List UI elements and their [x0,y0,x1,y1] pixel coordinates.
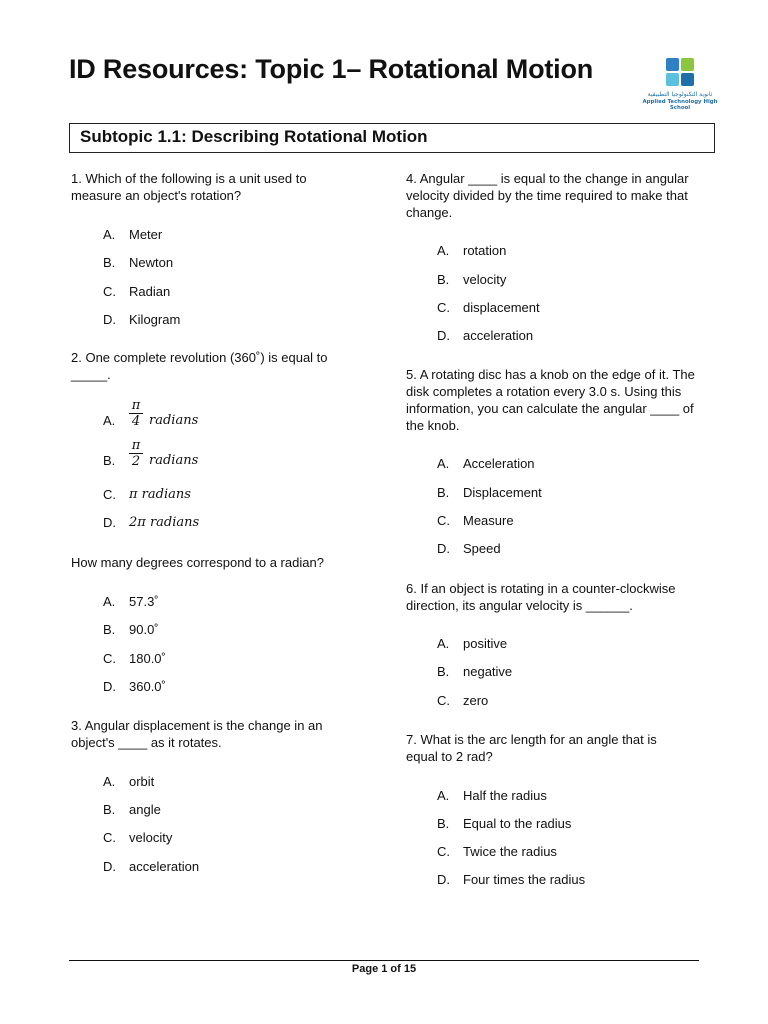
fraction [129,438,143,469]
question-7: 7. What is the arc length for an angle that is equal to 2 rad? [406,732,657,764]
fraction-denominator: 2 [131,454,141,469]
option-letter: D. [103,312,116,327]
option-text: rotation [463,243,507,258]
page-number: Page 1 of 15 [351,963,417,975]
logo-blocks-icon [666,58,696,88]
option-text: 57.3˚ [129,594,159,609]
option-text: radians [149,453,199,468]
option-text: Newton [129,255,174,270]
option-letter: D. [437,541,450,556]
question-4: 4. Angular ____ is equal to the change in angular velocity divided by the time required to make that change. [406,171,689,220]
option-text: acceleration [129,859,200,874]
option-text: velocity [129,830,173,845]
option-letter: C. [437,844,450,859]
footer-rule [69,960,699,961]
option-text: velocity [463,272,507,287]
option-text: Radian [129,284,171,299]
fraction-numerator: π [129,398,143,414]
option-text: Speed [463,541,501,556]
option-letter: D. [437,328,450,343]
option-letter: D. [103,515,116,530]
question-6: 6. If an object is rotating in a counter-clockwise direction, its angular velocity is ______. [406,581,676,613]
option-letter: A. [103,413,116,428]
option-letter: B. [103,453,116,468]
question-3: 3. Angular displacement is the change in an object's ____ as it rotates. [71,718,323,750]
option-text: Four times the radius [463,872,586,887]
question-2: 2. One complete revolution (360˚) is equal to _____. [71,350,328,382]
option-letter: B. [103,622,116,637]
option-text: Meter [129,227,163,242]
option-letter: A. [437,636,450,651]
option-letter: C. [103,830,116,845]
page-title: ID Resources: Topic 1– Rotational Motion [69,54,594,84]
option-text: 180.0˚ [129,651,166,666]
question-1: 1. Which of the following is a unit used to measure an object's rotation? [71,171,307,203]
option-letter: A. [437,243,450,258]
option-text: zero [463,693,489,708]
option-letter: C. [437,513,450,528]
option-letter: C. [103,284,116,299]
option-text: positive [463,636,508,651]
option-letter: A. [103,594,116,609]
option-text: Equal to the radius [463,816,572,831]
option-text: orbit [129,774,155,789]
option-letter: A. [437,788,450,803]
option-letter: C. [103,487,116,502]
fraction-denominator: 4 [131,414,141,429]
option-text: Half the radius [463,788,547,803]
option-letter: C. [437,693,450,708]
option-letter: D. [103,679,116,694]
option-text: Measure [463,513,514,528]
option-text: 90.0˚ [129,622,159,637]
logo-arabic-text: ثانوية التكنولوجيا التطبيقية [647,91,713,98]
logo-english-text: Applied Technology High School [642,99,718,111]
fraction [129,398,143,429]
option-text: radians [149,413,199,428]
option-letter: D. [437,872,450,887]
option-letter: B. [103,802,116,817]
option-text: Displacement [463,485,542,500]
option-text: displacement [463,300,540,315]
option-text: Kilogram [129,312,181,327]
option-letter: D. [103,859,116,874]
option-letter: A. [103,227,116,242]
option-text: π radians [129,487,191,502]
option-text: angle [129,802,161,817]
school-logo [640,58,720,111]
question-5: 5. A rotating disc has a knob on the edge of it. The disk completes a rotation every 3.0 s. Using this information, you can calculate the angular ____ of the knob. [406,367,695,433]
option-text: 360.0˚ [129,679,166,694]
option-letter: B. [437,485,450,500]
option-letter: A. [103,774,116,789]
option-text: Twice the radius [463,844,557,859]
option-text: Acceleration [463,456,535,471]
option-letter: B. [437,272,450,287]
question-2b: How many degrees correspond to a radian? [71,555,324,570]
option-text: acceleration [463,328,534,343]
option-letter: A. [437,456,450,471]
option-letter: B. [437,664,450,679]
option-text: 2π radians [129,515,200,530]
option-text: negative [463,664,513,679]
fraction-numerator: π [129,438,143,454]
option-letter: B. [103,255,116,270]
option-letter: B. [437,816,450,831]
option-letter: C. [437,300,450,315]
subtopic-heading: Subtopic 1.1: Describing Rotational Motion [69,123,715,153]
option-letter: C. [103,651,116,666]
